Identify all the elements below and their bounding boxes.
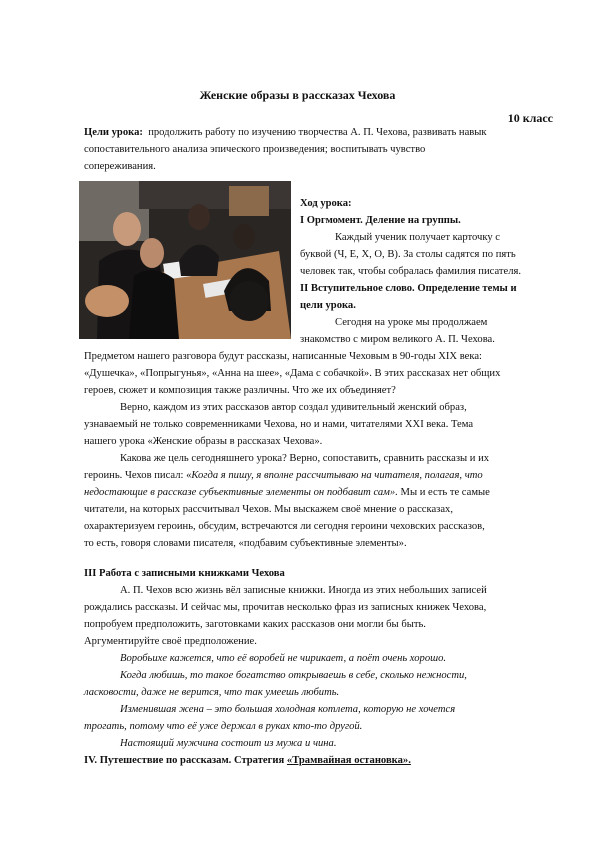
- section1-line-2: буквой (Ч, Е, Х, О, В). За столы садятся по пять: [300, 249, 516, 260]
- para2-line-2: узнаваемый не только современниками Чехова, но и нами, читателями XXI века. Тема: [84, 419, 474, 430]
- notebook-quote-1: Воробьихе кажется, что её воробей не чирикает, а поёт очень хорошо.: [120, 653, 447, 664]
- section1-line-3: человек так, чтобы собралась фамилия писателя.: [300, 266, 522, 277]
- goals-label: Цели урока:: [84, 127, 143, 138]
- section4-label: IV. Путешествие по рассказам. Стратегия: [84, 755, 287, 766]
- para1-line-3: героев, сюжет и композиция также различны. Что же их объединяет?: [84, 385, 396, 396]
- grade-label: 10 класс: [507, 111, 553, 125]
- section4-title: [84, 753, 411, 768]
- goals-line-1: [84, 125, 487, 140]
- goals-text-2: сопоставительного анализа эпического произведения; воспитывать чувство: [84, 144, 426, 155]
- section1-line-1: Каждый ученик получает карточку с: [335, 232, 500, 243]
- para3-line-6: то есть, говоря словами писателя, «подбавим субъективные элементы».: [84, 538, 407, 549]
- document-title: Женские образы в рассказах Чехова: [199, 88, 396, 102]
- para3-line-4: читатели, на которых рассчитывал Чехов. Мы выскажем своё мнение о рассказах,: [84, 504, 454, 515]
- section3-title: III Работа с записными книжками Чехова: [84, 568, 285, 579]
- para3-line-5: охарактеризуем героинь, обсудим, встречаются ли сегодня героини чеховских рассказов,: [84, 521, 485, 532]
- para3-line-3-post: Мы и есть те самые: [397, 487, 490, 498]
- section3-line-3: попробуем предположить, заготовками каких рассказов они могли бы быть.: [84, 619, 426, 630]
- para2-line-3: нашего урока «Женские образы в рассказах Чехова».: [84, 436, 323, 447]
- para1-line-2: «Душечка», «Попрыгунья», «Анна на шее», «Дама с собачкой». В этих рассказах нет общих: [84, 368, 501, 379]
- course-heading: Ход урока:: [300, 198, 352, 209]
- section2-line-1: Сегодня на уроке мы продолжаем: [335, 317, 488, 328]
- section3-line-2: рождались рассказы. И сейчас мы, прочитав несколько фраз из записных книжек Чехова,: [84, 602, 487, 613]
- notebook-quote-3a: Изменившая жена – это большая холодная котлета, которую не хочется: [120, 704, 456, 715]
- section3-line-4: Аргументируйте своё предположение.: [84, 636, 257, 647]
- notebook-quote-2b: ласковости, даже не верится, что так умеешь любить.: [84, 687, 340, 698]
- goals-text-1: продолжить работу по изучению творчества А. П. Чехова, развивать навык: [148, 127, 487, 138]
- para3-line-1: Какова же цель сегодняшнего урока? Верно, сопоставить, сравнить рассказы и их: [120, 453, 490, 464]
- section2-line-2: знакомство с миром великого А. П. Чехова.: [300, 334, 495, 345]
- section4-strategy: «Трамвайная остановка».: [286, 755, 411, 766]
- para3-line-3: [84, 485, 490, 500]
- classroom-photo: [79, 181, 291, 339]
- para3-line-2-pre: героинь. Чехов писал: «: [84, 470, 192, 481]
- section2-title-1: II Вступительное слово. Определение темы и: [300, 283, 517, 294]
- section2-title-2: цели урока.: [300, 300, 356, 311]
- para2-line-1: Верно, каждом из этих рассказов автор создал удивительный женский образ,: [120, 402, 467, 413]
- notebook-quote-3b: трогать, потому что её уже держал в руках кто-то другой.: [84, 721, 363, 732]
- notebook-quote-4: Настоящий мужчина состоит из мужа и чина.: [120, 738, 337, 749]
- para3-line-2: [84, 468, 483, 483]
- chekhov-quote-part-2: недостающие в рассказе субъективные элементы он подбавит сам».: [84, 487, 398, 498]
- para1-line-1: Предметом нашего разговора будут рассказы, написанные Чеховым в 90-годы XIX века:: [84, 351, 482, 362]
- goals-text-3: сопереживания.: [84, 161, 156, 172]
- section3-line-1: А. П. Чехов всю жизнь вёл записные книжки. Иногда из этих небольших записей: [120, 585, 487, 596]
- notebook-quote-2a: Когда любишь, то такое богатство открываешь в себе, сколько нежности,: [120, 670, 467, 681]
- section1-title: I Оргмомент. Деление на группы.: [300, 215, 461, 226]
- chekhov-quote-part-1: Когда я пишу, я вполне рассчитываю на читателя, полагая, что: [191, 470, 483, 481]
